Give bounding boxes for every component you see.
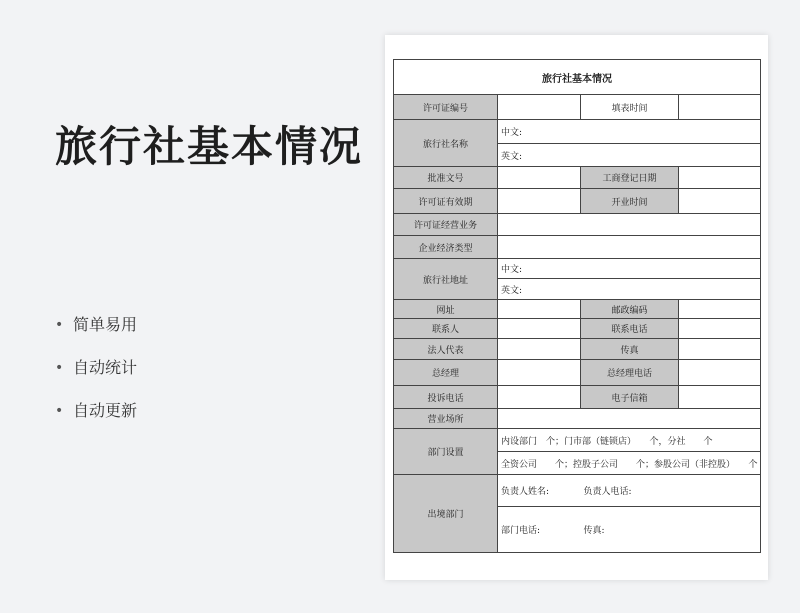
label-license-no: 许可证编号 xyxy=(394,95,498,120)
label-agency-name: 旅行社名称 xyxy=(394,120,498,167)
label-email: 电子信箱 xyxy=(581,386,679,409)
field-dept-line1[interactable]: 内设部门 个；门市部（链锁店） 个，分社 个 xyxy=(498,429,761,452)
label-license-validity: 许可证有效期 xyxy=(394,189,498,214)
form-header: 旅行社基本情况 xyxy=(394,60,761,95)
field-agency-name-cn[interactable]: 中文: xyxy=(498,120,761,144)
feature-label: 自动统计 xyxy=(73,358,138,377)
feature-list xyxy=(55,312,137,441)
field-mgr-phone[interactable]: 负责人电话: xyxy=(581,475,761,507)
field-gm-phone[interactable] xyxy=(679,360,761,386)
field-complaint-phone[interactable] xyxy=(498,386,581,409)
page-title: 旅行社基本情况 xyxy=(55,122,364,171)
field-address-en[interactable]: 英文: xyxy=(498,279,761,300)
field-agency-name-en[interactable]: 英文: xyxy=(498,144,761,167)
field-email[interactable] xyxy=(679,386,761,409)
feature-item xyxy=(55,312,137,355)
bullet: • xyxy=(55,317,64,333)
field-premises[interactable] xyxy=(498,409,761,429)
document-preview xyxy=(385,35,768,580)
field-fax[interactable] xyxy=(679,339,761,360)
field-econ-type[interactable] xyxy=(498,236,761,259)
label-postcode: 邮政编码 xyxy=(581,300,679,319)
label-biz-reg-date: 工商登记日期 xyxy=(581,167,679,189)
field-postcode[interactable] xyxy=(679,300,761,319)
field-dept-phone[interactable]: 部门电话: xyxy=(498,507,581,553)
label-dept-setup: 部门设置 xyxy=(394,429,498,475)
label-fill-time: 填表时间 xyxy=(581,95,679,120)
label-fax: 传真 xyxy=(581,339,679,360)
label-premises: 营业场所 xyxy=(394,409,498,429)
bullet: • xyxy=(55,360,64,376)
label-contact: 联系人 xyxy=(394,319,498,339)
field-legal-rep[interactable] xyxy=(498,339,581,360)
field-contact[interactable] xyxy=(498,319,581,339)
bullet: • xyxy=(55,403,64,419)
field-address-cn[interactable]: 中文: xyxy=(498,259,761,279)
travel-agency-form xyxy=(393,59,761,553)
field-opening-time[interactable] xyxy=(679,189,761,214)
field-biz-reg-date[interactable] xyxy=(679,167,761,189)
feature-label: 自动更新 xyxy=(73,401,138,420)
feature-item xyxy=(55,355,137,398)
field-fill-time[interactable] xyxy=(679,95,761,120)
label-website: 网址 xyxy=(394,300,498,319)
field-license-validity[interactable] xyxy=(498,189,581,214)
field-license-scope[interactable] xyxy=(498,214,761,236)
feature-label: 简单易用 xyxy=(73,315,138,334)
label-econ-type: 企业经济类型 xyxy=(394,236,498,259)
field-license-no[interactable] xyxy=(498,95,581,120)
field-dept-line2[interactable]: 全资公司 个；控股子公司 个；参股公司（非控股） 个 xyxy=(498,452,761,475)
label-approval-no: 批准文号 xyxy=(394,167,498,189)
label-legal-rep: 法人代表 xyxy=(394,339,498,360)
label-outbound-dept: 出境部门 xyxy=(394,475,498,553)
field-dept-fax[interactable]: 传真: xyxy=(581,507,761,553)
field-mgr-name[interactable]: 负责人姓名: xyxy=(498,475,581,507)
label-license-scope: 许可证经营业务 xyxy=(394,214,498,236)
label-opening-time: 开业时间 xyxy=(581,189,679,214)
label-contact-phone: 联系电话 xyxy=(581,319,679,339)
label-agency-address: 旅行社地址 xyxy=(394,259,498,300)
label-gm-phone: 总经理电话 xyxy=(581,360,679,386)
field-gm[interactable] xyxy=(498,360,581,386)
field-approval-no[interactable] xyxy=(498,167,581,189)
label-gm: 总经理 xyxy=(394,360,498,386)
field-website[interactable] xyxy=(498,300,581,319)
feature-item xyxy=(55,398,137,441)
field-contact-phone[interactable] xyxy=(679,319,761,339)
label-complaint-phone: 投诉电话 xyxy=(394,386,498,409)
